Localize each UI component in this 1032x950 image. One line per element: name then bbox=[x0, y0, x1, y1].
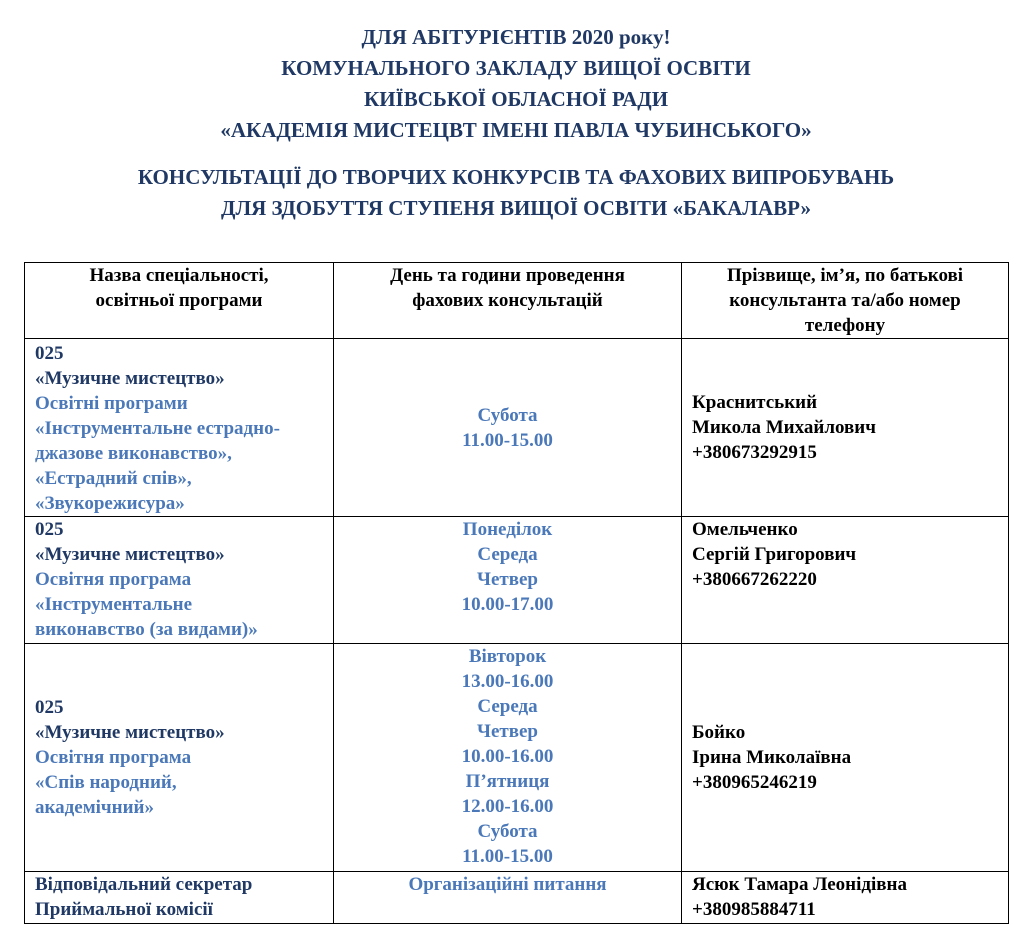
header-line-academy-name: «АКАДЕМІЯ МИСТЕЦВТ ІМЕНІ ПАВЛА ЧУБИНСЬКОГО» bbox=[220, 118, 812, 142]
secretary-title-cell bbox=[25, 872, 334, 924]
schedule-line: Субота bbox=[477, 821, 538, 842]
schedule-line: 10.00-16.00 bbox=[461, 746, 554, 767]
table-row-secretary bbox=[25, 872, 1009, 924]
table-row bbox=[25, 644, 1009, 872]
header-line-consultations: КОНСУЛЬТАЦІЇ ДО ТВОРЧИХ КОНКУРСІВ ТА ФАХОВИХ ВИПРОБУВАНЬ bbox=[137, 165, 895, 189]
consultant-phone: +380667262220 bbox=[692, 569, 817, 590]
program-line: «Спів народний, bbox=[35, 772, 177, 793]
schedule-line: Четвер bbox=[477, 569, 538, 590]
specialty-name: «Музичне мистецтво» bbox=[35, 368, 225, 389]
consultant-name: Сергій Григорович bbox=[692, 544, 857, 565]
consultant-phone: +380965246219 bbox=[692, 772, 817, 793]
program-line: академічний» bbox=[35, 797, 154, 818]
specialty-code: 025 bbox=[35, 519, 64, 540]
column-header-schedule: День та години проведення фахових консультацій bbox=[334, 263, 682, 339]
specialty-cell bbox=[25, 517, 334, 644]
program-line: «Естрадний спів», bbox=[35, 468, 192, 489]
consultant-surname: Краснитський bbox=[692, 392, 818, 413]
table-header-row bbox=[25, 263, 1009, 339]
specialty-name: «Музичне мистецтво» bbox=[35, 544, 225, 565]
consultant-surname: Бойко bbox=[692, 722, 746, 743]
consultant-cell bbox=[682, 517, 1009, 644]
specialty-cell bbox=[25, 339, 334, 517]
page-header bbox=[0, 22, 1032, 224]
program-line: «Звукорежисура» bbox=[35, 493, 185, 514]
specialty-code: 025 bbox=[35, 697, 64, 718]
schedule-line: Субота bbox=[477, 404, 538, 426]
secretary-phone: +380985884711 bbox=[692, 899, 816, 920]
table-row bbox=[25, 339, 1009, 517]
schedule-line: Четвер bbox=[477, 721, 538, 742]
schedule-line: Понеділок bbox=[462, 519, 553, 540]
specialty-cell bbox=[25, 644, 334, 872]
schedule-cell bbox=[334, 517, 682, 644]
schedule-line: 13.00-16.00 bbox=[461, 671, 554, 692]
column-header-consultant: Прізвище, ім’я, по батькові консультанта та/або номер телефону bbox=[682, 263, 1009, 339]
secretary-topic-cell bbox=[334, 872, 682, 924]
schedule-line: 11.00-15.00 bbox=[462, 846, 553, 867]
schedule-cell bbox=[334, 644, 682, 872]
specialty-name: «Музичне мистецтво» bbox=[35, 722, 225, 743]
header-line-degree: ДЛЯ ЗДОБУТТЯ СТУПЕНЯ ВИЩОЇ ОСВІТИ «БАКАЛАВР» bbox=[221, 196, 811, 220]
schedule-line: Середа bbox=[477, 696, 538, 717]
program-line: «Інструментальне bbox=[35, 594, 193, 615]
consultant-name: Ірина Миколаївна bbox=[692, 747, 852, 768]
column-header-specialty: Назва спеціальності, освітньої програми bbox=[25, 263, 334, 339]
program-line: Освітня програма bbox=[35, 747, 192, 768]
program-line: джазове виконавство», bbox=[35, 443, 232, 464]
header-line-institution-type: КОМУНАЛЬНОГО ЗАКЛАДУ ВИЩОЇ ОСВІТИ bbox=[281, 56, 751, 80]
schedule-line: 12.00-16.00 bbox=[461, 796, 554, 817]
schedule-line: 10.00-17.00 bbox=[461, 594, 554, 615]
consultant-cell bbox=[682, 644, 1009, 872]
consultant-name: Микола Михайлович bbox=[692, 417, 876, 438]
consultant-surname: Омельченко bbox=[692, 519, 798, 540]
schedule-line: Вівторок bbox=[468, 646, 547, 667]
consultant-phone: +380673292915 bbox=[692, 442, 817, 463]
schedule-cell bbox=[334, 339, 682, 517]
schedule-line: Середа bbox=[477, 544, 538, 565]
table-row bbox=[25, 517, 1009, 644]
program-line: «Інструментальне естрадно- bbox=[35, 418, 280, 439]
consultation-table bbox=[24, 262, 1009, 924]
header-line-council: КИЇВСЬКОЇ ОБЛАСНОЇ РАДИ bbox=[363, 87, 669, 111]
secretary-name: Ясюк Тамара Леонідівна bbox=[692, 874, 907, 895]
schedule-line: П’ятниця bbox=[465, 771, 550, 792]
consultant-cell bbox=[682, 339, 1009, 517]
program-line: Освітні програми bbox=[35, 393, 188, 414]
program-line: Освітня програма bbox=[35, 569, 192, 590]
secretary-topic: Організаційні питання bbox=[408, 874, 607, 895]
secretary-title-line: Відповідальний секретар bbox=[35, 874, 253, 895]
schedule-line: 11.00-15.00 bbox=[462, 429, 553, 451]
program-line: виконавство (за видами)» bbox=[35, 619, 258, 640]
secretary-contact-cell bbox=[682, 872, 1009, 924]
header-line-audience: ДЛЯ АБІТУРІЄНТІВ 2020 року! bbox=[361, 25, 671, 49]
secretary-title-line: Приймальної комісії bbox=[35, 899, 213, 920]
specialty-code: 025 bbox=[35, 343, 64, 364]
